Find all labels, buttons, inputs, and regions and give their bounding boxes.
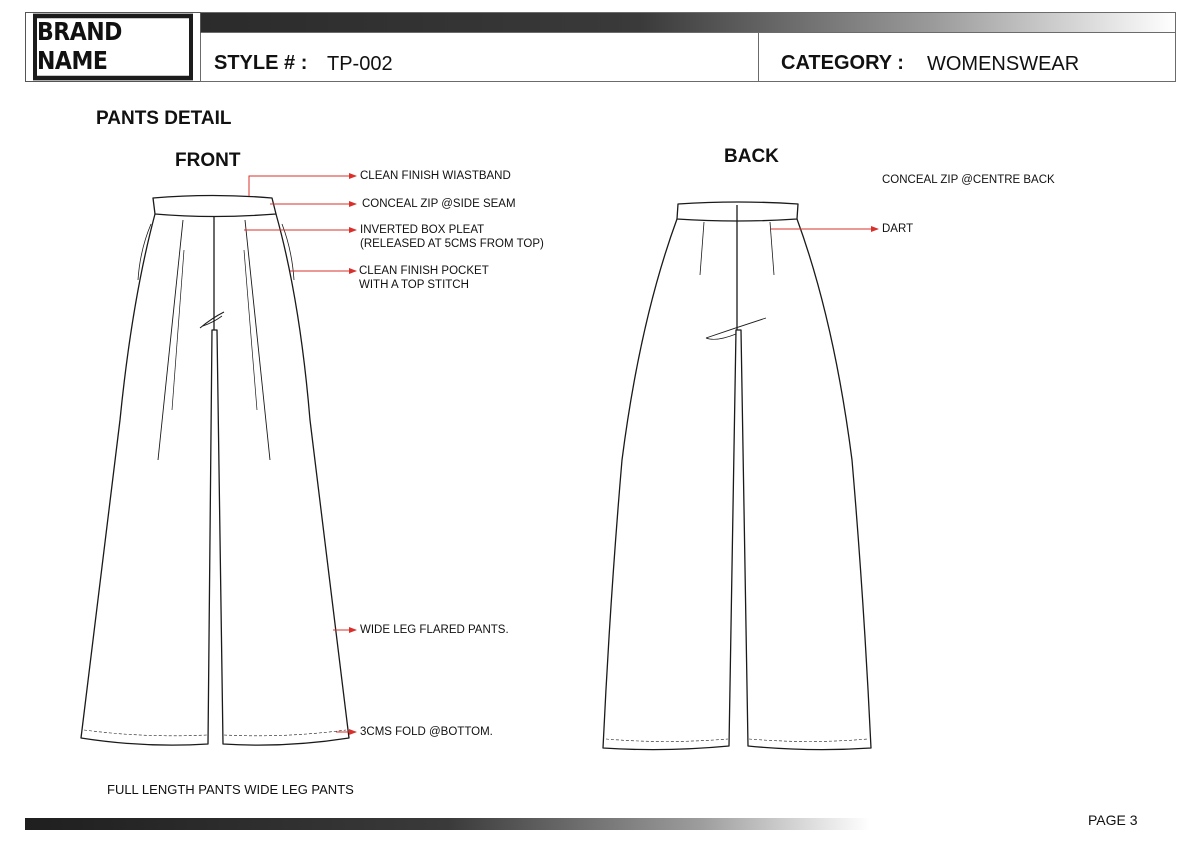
section-title: PANTS DETAIL [96, 108, 232, 129]
callout-box-pleat [360, 223, 544, 251]
brand-logo: BRAND NAME [33, 14, 193, 81]
callout-pocket-line1: CLEAN FINISH POCKET [359, 265, 489, 277]
page-number: PAGE 3 [1088, 812, 1138, 828]
callout-box-pleat-line1: INVERTED BOX PLEAT [360, 224, 485, 236]
front-pants-drawing [81, 196, 349, 746]
footer-gradient-bar [25, 818, 870, 830]
category-label: CATEGORY : [781, 52, 904, 74]
callout-centre-back-zip: CONCEAL ZIP @CENTRE BACK [882, 174, 1055, 186]
style-label: STYLE # : [214, 52, 308, 74]
callout-side-zip: CONCEAL ZIP @SIDE SEAM [362, 198, 516, 210]
callout-pocket-line2: WITH A TOP STITCH [359, 279, 469, 291]
callout-box-pleat-line2: (RELEASED AT 5CMS FROM TOP) [360, 238, 544, 250]
style-value: TP-002 [327, 53, 393, 75]
garment-caption: FULL LENGTH PANTS WIDE LEG PANTS [107, 782, 354, 797]
front-callout-lines [244, 176, 356, 732]
callout-hem-fold: 3CMS FOLD @BOTTOM. [360, 726, 493, 738]
callout-wide-leg: WIDE LEG FLARED PANTS. [360, 624, 509, 636]
callout-waistband: CLEAN FINISH WIASTBAND [360, 170, 511, 182]
callout-line-waistband [249, 176, 356, 196]
back-view-title: BACK [724, 146, 779, 167]
callout-pocket [359, 264, 489, 292]
back-pants-drawing [603, 202, 871, 750]
front-view-title: FRONT [175, 150, 241, 171]
callout-dart: DART [882, 223, 914, 235]
category-value: WOMENSWEAR [927, 53, 1080, 75]
